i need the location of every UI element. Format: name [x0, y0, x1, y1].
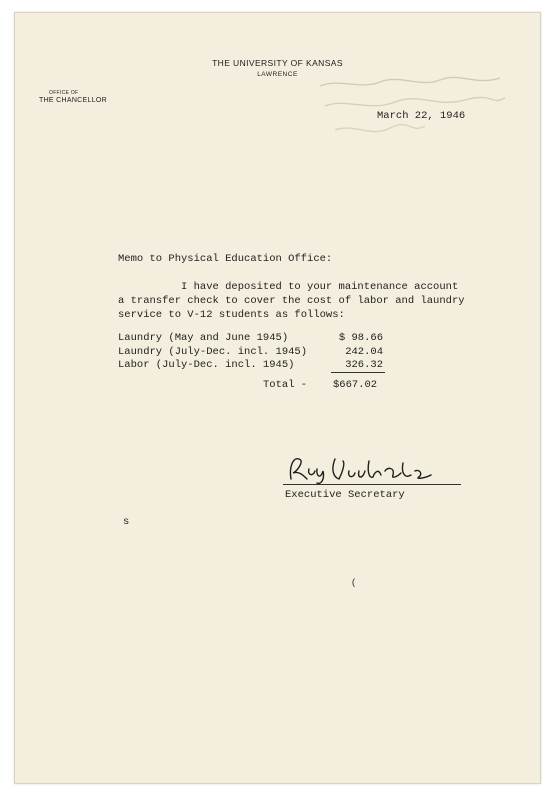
letterhead-city: LAWRENCE — [257, 71, 298, 78]
document-page — [14, 12, 541, 784]
stray-mark: ( — [351, 578, 357, 588]
signature-title: Executive Secretary — [285, 489, 405, 501]
letterhead-office-name: THE CHANCELLOR — [39, 97, 107, 104]
typist-initial: s — [123, 516, 130, 528]
letterhead-institution: THE UNIVERSITY OF KANSAS — [212, 58, 343, 68]
body-line-2: a transfer check to cover the cost of labor and laundry — [118, 295, 465, 307]
item-amount-1: $ 98.66 — [338, 332, 383, 344]
item-amount-3: 326.32 — [345, 359, 383, 371]
item-label-2: Laundry (July-Dec. incl. 1945) — [118, 346, 308, 358]
total-label: Total - — [263, 379, 308, 391]
body-line-3: service to V-12 students as follows: — [118, 309, 345, 321]
item-label-1: Laundry (May and June 1945) — [118, 332, 289, 344]
handwritten-signature — [283, 449, 443, 489]
letter-date: March 22, 1946 — [377, 110, 466, 122]
item-amount-2: 242.04 — [345, 346, 383, 358]
subtotal-rule — [331, 372, 385, 373]
item-label-3: Labor (July-Dec. incl. 1945) — [118, 359, 295, 371]
body-line-1: I have deposited to your maintenance account — [181, 281, 459, 293]
signature-line — [283, 484, 461, 485]
memo-recipient: Memo to Physical Education Office: — [118, 253, 333, 265]
total-amount: $667.02 — [333, 379, 378, 391]
letterhead-office-label: OFFICE OF — [49, 90, 79, 96]
